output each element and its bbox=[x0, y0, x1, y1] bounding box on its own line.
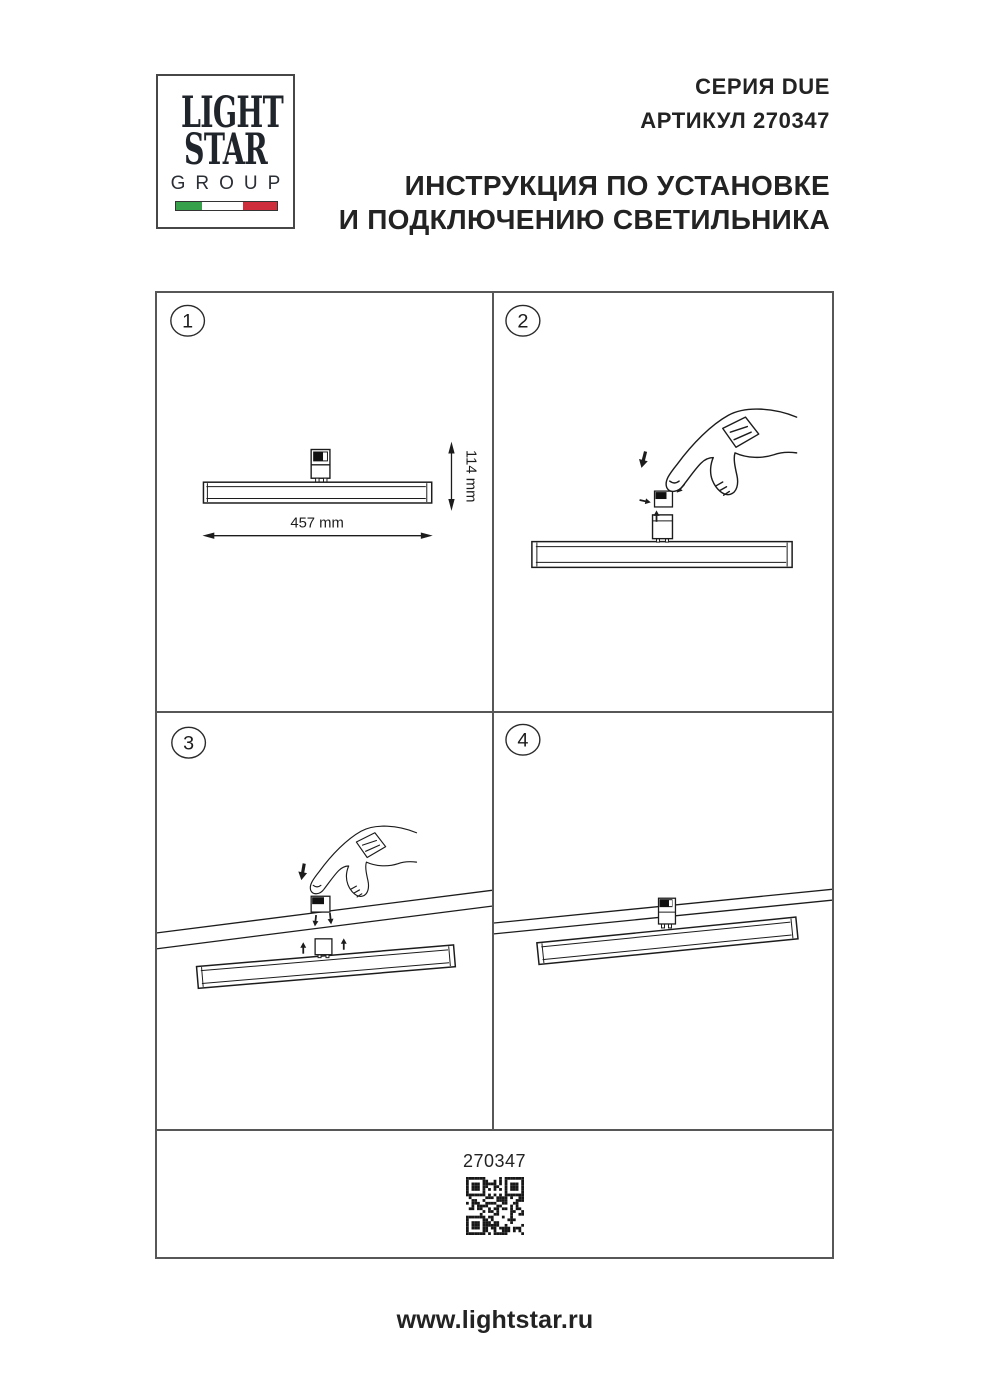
step-3-diagram bbox=[157, 713, 492, 1129]
website-url: www.lightstar.ru bbox=[396, 1306, 594, 1334]
fixture-connector-drawing bbox=[653, 515, 673, 542]
light-fixture-drawing bbox=[203, 482, 431, 503]
logo-word-light: LIGHT bbox=[180, 88, 284, 138]
track-adapter-drawing bbox=[655, 491, 673, 507]
step-1-panel bbox=[157, 293, 494, 713]
qr-code bbox=[466, 1177, 524, 1235]
track-adapter-drawing bbox=[311, 450, 330, 483]
logo-word-group: GROUP bbox=[170, 173, 291, 194]
steps-grid bbox=[155, 291, 834, 1259]
instruction-title-line1: ИНСТРУКЦИЯ ПО УСТАНОВКЕ bbox=[404, 170, 830, 201]
step-4-panel bbox=[494, 713, 832, 1131]
article-code-label: 270347 bbox=[462, 1151, 527, 1171]
logo-word-star: STAR bbox=[183, 125, 268, 175]
step-2-diagram bbox=[494, 293, 832, 711]
italian-flag-icon bbox=[175, 201, 278, 211]
track-adapter-drawing bbox=[311, 896, 330, 912]
step-number: 3 bbox=[183, 732, 195, 755]
step-1-diagram bbox=[157, 293, 492, 711]
arrow-down bbox=[327, 913, 334, 925]
height-dimension-label: 114 mm bbox=[462, 449, 479, 503]
pinching-hand-drawing bbox=[310, 826, 416, 897]
arrow-up bbox=[300, 942, 306, 953]
width-dimension-label: 457 mm bbox=[290, 515, 344, 532]
arrow-right bbox=[639, 497, 651, 505]
light-fixture-drawing bbox=[532, 542, 792, 568]
step-4-diagram bbox=[494, 713, 832, 1129]
press-down-arrow bbox=[637, 450, 650, 468]
step-3-panel bbox=[157, 713, 494, 1131]
height-dimension bbox=[448, 442, 478, 511]
press-down-arrow bbox=[297, 863, 309, 881]
pinching-hand-drawing bbox=[666, 409, 797, 495]
series-title: СЕРИЯ DUE bbox=[695, 74, 830, 99]
article-title: АРТИКУЛ 270347 bbox=[640, 108, 830, 133]
step-number: 1 bbox=[182, 310, 194, 333]
step-number: 4 bbox=[517, 729, 529, 752]
width-dimension bbox=[202, 516, 432, 539]
header bbox=[339, 70, 830, 237]
step-number: 2 bbox=[517, 310, 529, 333]
fixture-connector-drawing bbox=[315, 939, 332, 958]
lightstar-logo bbox=[156, 74, 295, 229]
track-adapter-drawing bbox=[659, 898, 676, 928]
instruction-title-line2: И ПОДКЛЮЧЕНИЮ СВЕТИЛЬНИКА bbox=[338, 204, 830, 235]
arrow-up bbox=[341, 938, 347, 949]
arrow-down bbox=[312, 915, 319, 927]
qr-section bbox=[157, 1131, 832, 1257]
step-2-panel bbox=[494, 293, 832, 713]
